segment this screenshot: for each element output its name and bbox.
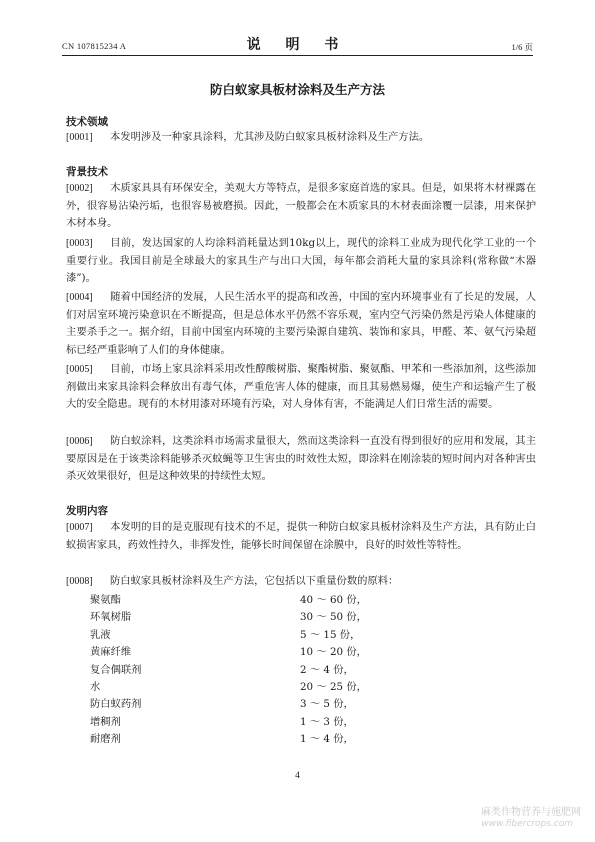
ingredient-list (66, 591, 536, 748)
watermark-url: www.fibercrops.com (481, 819, 573, 829)
paragraph-number: [0002] (66, 183, 93, 194)
section-heading-tech-field: 技术领域 (66, 116, 108, 128)
ingredient-quantity: 40 ～ 60 份， (300, 594, 367, 606)
publication-number: CN 107815234 A (62, 41, 127, 51)
paragraph-text: 随着中国经济的发展，人民生活水平的提高和改善，中国的室内环境事业有了长足的发展，人们对居室环境污染意识在不断提高，但是总体水平仍然不容乐观，室内空气污染仍然是污染人体健康的主要杀手之一。据介绍，目前中国室内环境的主要污染源自建筑、装饰和家具，甲醛、苯、氨气污染超标已经严重影响了人们的身体健康。 (66, 291, 536, 356)
ingredient-quantity: 30 ～ 50 份， (300, 611, 367, 624)
ingredient-row (66, 695, 536, 712)
page-counter: 1/6 页 (511, 42, 533, 52)
paragraph-number: [0008] (66, 576, 93, 587)
ingredient-name: 耐磨剂 (90, 733, 121, 746)
ingredient-row (66, 608, 536, 625)
ingredient-quantity: 3 ～ 5 份， (300, 698, 354, 711)
paragraph-number: [0007] (66, 522, 93, 533)
paragraph-text: 本发明的目的是克服现有技术的不足，提供一种防白蚁家具板材涂料及生产方法，具有防止白蚁损害家具，药效性持久，非挥发性，能够长时间保留在涂膜中，良好的时效性等特性。 (66, 521, 536, 551)
paragraph-0001 (66, 129, 536, 147)
ingredient-row (66, 730, 536, 747)
watermark-site-name: 麻类作物营养与施肥网 (481, 807, 581, 818)
paragraph-text: 防白蚁家具板材涂料及生产方法，它包括以下重量份数的原料： (110, 575, 399, 587)
ingredient-quantity: 5 ～ 15 份， (300, 628, 361, 641)
page-number: 4 (295, 771, 300, 781)
ingredient-row (66, 626, 536, 643)
paragraph-0008 (66, 573, 536, 591)
ingredient-quantity: 10 ～ 20 份， (300, 646, 367, 659)
ingredient-name: 黄麻纤维 (90, 646, 132, 659)
paragraph-number: [0006] (66, 436, 93, 447)
paragraph-text: 本发明涉及一种家具涂料，尤其涉及防白蚁家具板材涂料及生产方法。 (110, 131, 430, 143)
section-heading-invention: 发明内容 (66, 505, 108, 517)
ingredient-name: 增稠剂 (90, 715, 121, 728)
ingredient-name: 水 (90, 680, 101, 693)
document-title: 防白蚁家具板材涂料及生产方法 (209, 82, 385, 97)
ingredient-name: 防白蚁药剂 (90, 698, 142, 711)
ingredient-name: 聚氨酯 (90, 594, 121, 606)
ingredient-row (66, 713, 536, 730)
ingredient-row (66, 661, 536, 678)
paragraph-0002 (66, 180, 536, 233)
paragraph-0007 (66, 519, 536, 554)
ingredient-quantity: 20 ～ 25 份， (300, 680, 367, 693)
paragraph-number: [0004] (66, 292, 93, 303)
paragraph-0004 (66, 289, 536, 359)
header-divider (62, 55, 533, 56)
ingredient-name: 环氧树脂 (90, 611, 132, 624)
paragraph-number: [0005] (66, 364, 93, 375)
ingredient-row (66, 643, 536, 660)
paragraph-text: 木质家具具有环保安全，美观大方等特点，是很多家庭首选的家具。但是，如果将木材裸露在外，很容易沾染污垢，也很容易被磨损。因此，一般都会在木质家具的木材表面涂覆一层漆，用来保护木材本身。 (66, 182, 536, 230)
ingredient-quantity: 1 ～ 3 份， (300, 715, 354, 728)
ingredient-row (66, 591, 536, 608)
ingredient-name: 乳液 (90, 628, 111, 641)
paragraph-0003 (66, 235, 536, 288)
ingredient-quantity: 1 ～ 4 份， (300, 733, 354, 746)
document-type: 说 明 书 (246, 37, 349, 53)
paragraph-0005 (66, 361, 536, 414)
paragraph-text: 目前，发达国家的人均涂料消耗量达到10kg以上，现代的涂料工业成为现代化学工业的一个重要行业。我国目前是全球最大的家具生产与出口大国，每年都会消耗大量的家具涂料(常称做“木器漆”)。 (66, 237, 536, 285)
paragraph-number: [0003] (66, 238, 93, 249)
paragraph-0006 (66, 433, 536, 486)
ingredient-name: 复合偶联剂 (90, 663, 142, 676)
paragraph-text: 防白蚁涂料，这类涂料市场需求量很大，然而这类涂料一直没有得到很好的应用和发展，其主要原因是在于该类涂料能够杀灭蚊蝇等卫生害虫的时效性太短，即涂料在刚涂装的短时间内对各种害虫杀灭效果很好，但是这种效果的持续性太短。 (66, 435, 536, 483)
paragraph-number: [0001] (66, 132, 93, 143)
section-heading-background: 背景技术 (66, 166, 108, 178)
paragraph-text: 目前，市场上家具涂料采用改性醇酸树脂、聚酯树脂、聚氨酯、甲苯和一些添加剂，这些添加剂做出来家具涂料会释放出有毒气体，严重危害人体的健康，而且其易燃易爆，使生产和运输产生了极大的安全隐患。现有的木材用漆对环境有污染，对人身体有害，不能满足人们日常生活的需要。 (66, 363, 536, 411)
ingredient-row (66, 678, 536, 695)
ingredient-quantity: 2 ～ 4 份， (300, 663, 354, 676)
